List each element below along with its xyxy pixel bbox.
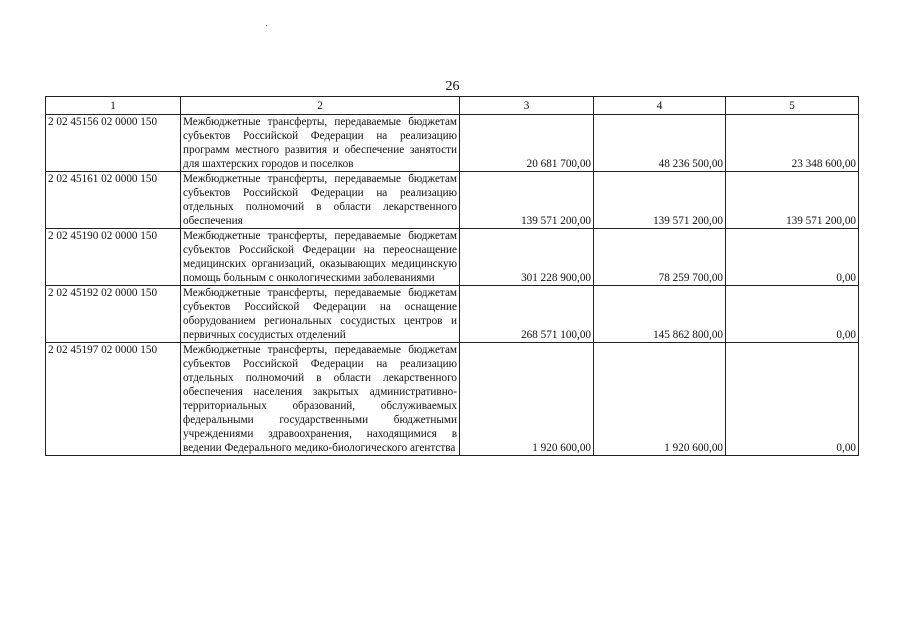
column-header: 5 xyxy=(726,97,859,115)
column-header: 1 xyxy=(46,97,181,115)
table-header-row xyxy=(46,97,859,115)
amount-col3-cell: 268 571 100,00 xyxy=(460,286,594,343)
amount-col5-cell: 0,00 xyxy=(726,286,859,343)
amount-col3-cell: 139 571 200,00 xyxy=(460,172,594,229)
description-cell: Межбюджетные трансферты, передаваемые бюджетам субъектов Российской Федерации на переоснащение медицинских организаций, оказывающих медицинскую помощь больным с онкологическими заболеваниями xyxy=(181,229,460,286)
description-cell: Межбюджетные трансферты, передаваемые бюджетам субъектов Российской Федерации на реализацию отдельных полномочий в области лекарственного обеспечения населения закрытых административно-территориальных образований, обслуживаемых федеральными государственными бюджетными учреждениями здравоохранения, находящимися в ведении Федерального медико-биологического агентства xyxy=(181,343,460,456)
description-cell: Межбюджетные трансферты, передаваемые бюджетам субъектов Российской Федерации на оснащение оборудованием региональных сосудистых центров и первичных сосудистых отделений xyxy=(181,286,460,343)
description-cell: Межбюджетные трансферты, передаваемые бюджетам субъектов Российской Федерации на реализацию отдельных полномочий в области лекарственного обеспечения xyxy=(181,172,460,229)
budget-code-cell: 2 02 45192 02 0000 150 xyxy=(46,286,181,343)
amount-col5-cell: 23 348 600,00 xyxy=(726,115,859,172)
amount-col3-cell: 20 681 700,00 xyxy=(460,115,594,172)
budget-code-cell: 2 02 45197 02 0000 150 xyxy=(46,343,181,456)
amount-col5-cell: 0,00 xyxy=(726,229,859,286)
budget-code-cell: 2 02 45190 02 0000 150 xyxy=(46,229,181,286)
amount-col3-cell: 301 228 900,00 xyxy=(460,229,594,286)
budget-code-cell: 2 02 45161 02 0000 150 xyxy=(46,172,181,229)
amount-col5-cell: 0,00 xyxy=(726,343,859,456)
amount-col4-cell: 145 862 800,00 xyxy=(594,286,726,343)
page-number: 26 xyxy=(445,79,460,94)
budget-code-cell: 2 02 45156 02 0000 150 xyxy=(46,115,181,172)
scan-speck xyxy=(266,25,267,26)
column-header: 4 xyxy=(594,97,726,115)
budget-table xyxy=(45,96,859,456)
column-header: 3 xyxy=(460,97,594,115)
amount-col4-cell: 48 236 500,00 xyxy=(594,115,726,172)
table-row xyxy=(46,172,859,229)
column-header: 2 xyxy=(181,97,460,115)
table-row xyxy=(46,115,859,172)
table-row xyxy=(46,229,859,286)
amount-col3-cell: 1 920 600,00 xyxy=(460,343,594,456)
amount-col4-cell: 78 259 700,00 xyxy=(594,229,726,286)
amount-col4-cell: 1 920 600,00 xyxy=(594,343,726,456)
amount-col4-cell: 139 571 200,00 xyxy=(594,172,726,229)
table-row xyxy=(46,343,859,456)
table-row xyxy=(46,286,859,343)
amount-col5-cell: 139 571 200,00 xyxy=(726,172,859,229)
description-cell: Межбюджетные трансферты, передаваемые бюджетам субъектов Российской Федерации на реализацию программ местного развития и обеспечение занятости для шахтерских городов и поселков xyxy=(181,115,460,172)
